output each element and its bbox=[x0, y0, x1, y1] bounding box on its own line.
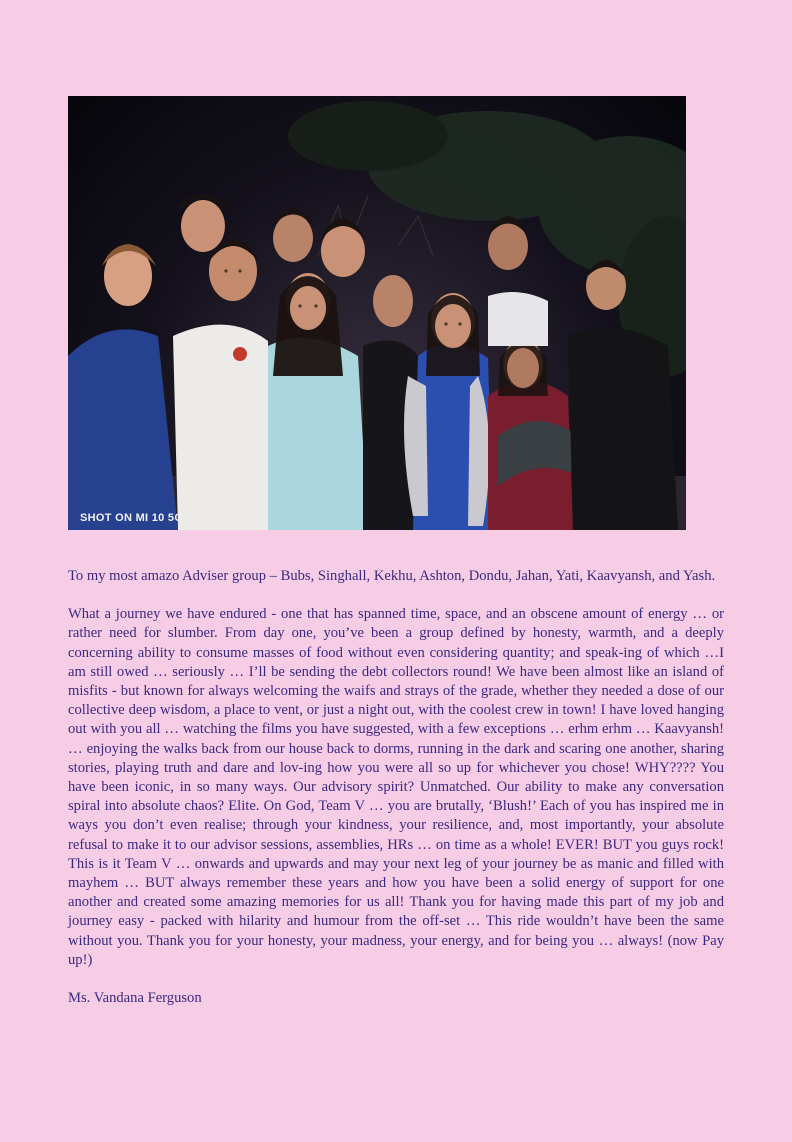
letter-signature: Ms. Vandana Ferguson bbox=[68, 990, 202, 1007]
camera-watermark: SHOT ON MI 10 5G bbox=[80, 512, 184, 524]
letter-body: What a journey we have endured - one that has spanned time, space, and an obscene amount of energy … or rather need for slumber. From day one, you’ve been a group defined by honesty, warmth, and a deeply concerning ability to consume masses of food without even considering quantity; and speak-ing of which …I am still owed … seriously … I’ll be sending the debt collectors round! We have been almost like an island of misfits - but known for always welcoming the waifs and strays of the grade, whether they needed a dose of our collective deep wisdom, a place to vent, or just a night out, with the coolest crew in town! I have loved hanging out with you all … watching the films you have suggested, with a few exceptions … erhm erhm … Kaavyansh! … enjoying the walks back from our house back to dorms, running in the dark and scaring one another, sharing stories, playing truth and dare and lov-ing how you were all so up for whichever you chose! WHY???? You have been iconic, in so many ways. Our advisory spirit? Unmatched. Our ability to make any conversation spiral into absolute chaos? Elite. On God, Team V … you are brutally, ‘Blush!’ Each of you has inspired me in ways you don’t even realise; through your kindness, your resilience, and, most importantly, your absolute refusal to make it to our advisor sessions, assemblies, HRs … on time as a whole! EVER! BUT you guys rock! This is it Team V … onwards and upwards and may your next leg of your journey be as manic and filled with mayhem … BUT always remember these years and how you have been a solid energy of support for one another and created some amazing memories for us all! Thank you for having made this part of my job and journey easy - packed with hilarity and humour from the off-set … This ride wouldn’t have been the same without you. Thank you for your honesty, your madness, your energy, and for being you … always! (now Pay up!) bbox=[68, 606, 724, 968]
letter-salutation: To my most amazo Adviser group – Bubs, Singhall, Kekhu, Ashton, Dondu, Jahan, Yati, Kaavyansh, and Yash. bbox=[68, 568, 716, 584]
group-photo-illustration bbox=[68, 96, 686, 530]
group-photo bbox=[68, 96, 686, 530]
letter bbox=[68, 567, 724, 1027]
